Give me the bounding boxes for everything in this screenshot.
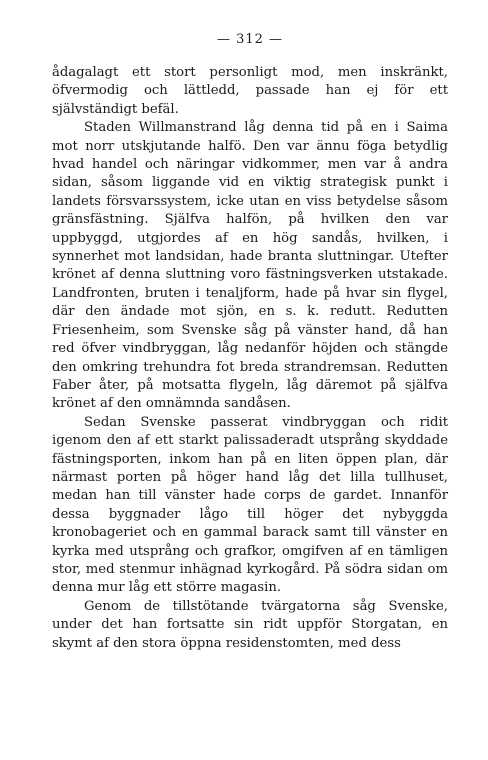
paragraph-3: Sedan Svenske passerat vindbryggan och ridit igenom den af ett starkt palissaderadt utsprång skyddade fästningsporten, inkom han på en liten öppen plan, där närmast porten på höger hand låg det lilla tullhuset, medan han till vänster hade corps de gardet. Innanför dessa byggnader lågo till höger det nybyggda kronobageriet och en gammal barack samt till vänster en kyrka med utsprång och grafkor, omgifven af en tämligen stor, med stenmur inhägnad kyrkogård. På södra sidan om denna mur låg ett större magasin. — [52, 414, 448, 596]
body-text — [52, 64, 448, 653]
paragraph-2: Staden Willmanstrand låg denna tid på en i Saima mot norr utskjutande halfö. Den var ännu föga betydlig hvad handel och näringar vidkommer, men var å andra sidan, såsom liggande vid en viktig strategisk punkt i landets försvarssystem, icke utan en viss betydelse såsom gränsfästning. Själfva halfön, på hvilken den var uppbyggd, utgjordes af en hög sandås, hvilken, i synnerhet mot landsidan, hade branta sluttningar. Utefter krönet af denna sluttning voro fästningsverken utstakade. Landfronten, bruten i tenaljform, hade på hvar sin flygel, där den ändade mot sjön, en s. k. redutt. Redutten Friesenheim, som Svenske såg på vänster hand, då han red öfver vindbryggan, låg nedanför höjden och stängde den omkring trehundra fot breda strandremsan. Redutten Faber åter, på motsatta flygeln, låg däremot på själfva krönet af den omnämnda sandåsen. — [52, 120, 448, 412]
paragraph-1: ådagalagt ett stort personligt mod, men inskränkt, öfvermodig och lättledd, passade han ej för ett självständigt befäl. — [52, 65, 448, 117]
page-number: — 312 — — [216, 32, 284, 47]
paragraph-4: Genom de tillstötande tvärgatorna såg Svenske, under det han fortsatte sin ridt uppför Storgatan, en skymt af den stora öppna residenstomten, med dess — [52, 598, 448, 651]
